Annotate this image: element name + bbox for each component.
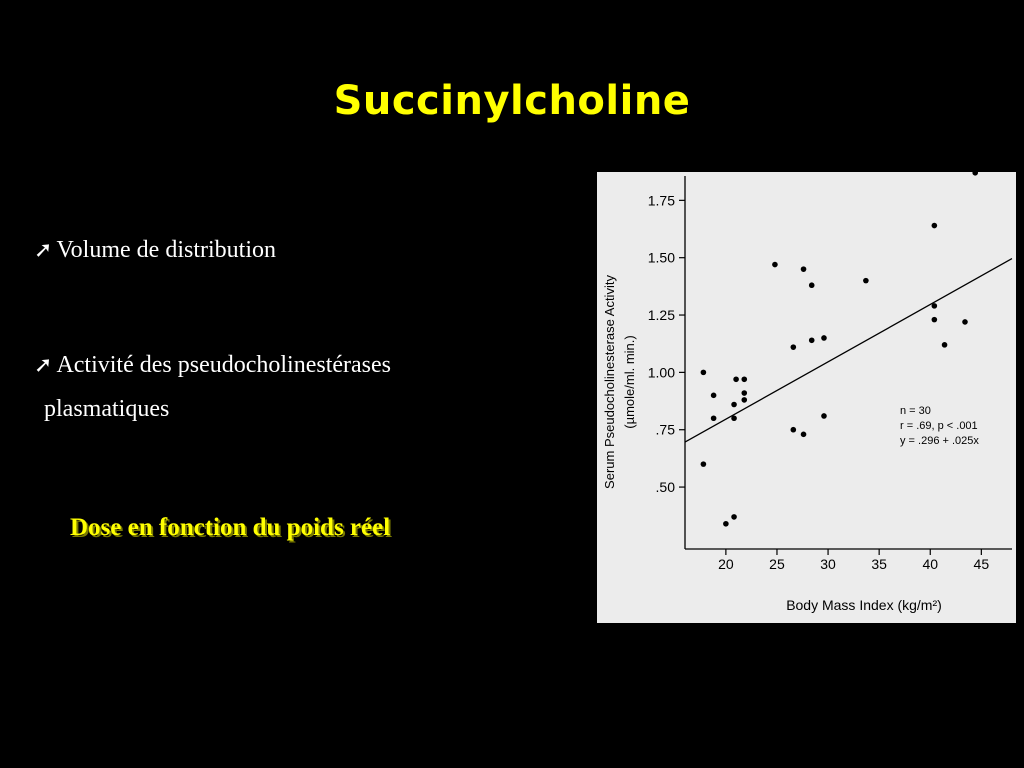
data-point [962,319,968,325]
y-axis-unit-label: (µmole/ml. min.) [622,335,637,429]
data-point [932,303,938,309]
annotation-r: r = .69, p < .001 [900,420,978,432]
data-point [821,335,827,341]
arrow-up-right-icon: ➚ [34,238,53,263]
data-point [741,390,747,396]
data-point [711,415,717,421]
slide-title: Succinylcholine [333,78,691,124]
data-point [723,521,729,527]
bullet-volume-distribution [34,229,276,272]
bullet-continuation [44,388,169,430]
data-point [821,413,827,419]
dose-note: Dose en fonction du poids réel [70,514,391,541]
x-tick-label: 45 [973,556,990,572]
data-point [863,278,869,284]
data-point [731,402,737,408]
regression-line [685,259,1012,442]
chart-svg [597,172,1016,623]
data-point [942,342,948,348]
bullet-pseudocholinesterase [34,344,391,387]
data-point [772,262,778,268]
bullet-text: Activité des pseudocholinestérases [56,352,392,378]
y-axis-label: Serum Pseudocholinesterase Activity [602,275,617,489]
data-point [733,376,739,382]
bullet-text: Volume de distribution [56,237,276,263]
data-point [711,393,717,399]
data-point [932,317,938,323]
y-tick-label: 1.25 [647,307,675,324]
annotation-n: n = 30 [900,405,931,417]
x-tick-label: 35 [871,556,887,572]
data-point [741,397,747,403]
data-point [791,344,797,350]
data-point [809,337,815,343]
data-point [801,432,807,438]
data-point [741,376,747,382]
scatter-chart [597,172,1016,623]
annotation-equation: y = .296 + .025x [900,435,979,447]
data-point [731,514,737,520]
x-tick-label: 25 [769,556,785,572]
data-point [791,427,797,433]
bullet-text: plasmatiques [44,396,170,422]
x-tick-label: 30 [820,556,836,572]
data-point [932,223,938,229]
x-tick-label: 20 [718,556,734,572]
data-point [701,461,707,467]
data-point [801,266,807,272]
y-tick-label: .50 [655,479,675,496]
data-point [701,370,707,376]
x-tick-label: 40 [922,556,939,572]
y-tick-label: 1.75 [647,192,675,209]
arrow-up-right-icon: ➚ [34,353,53,378]
x-axis-label: Body Mass Index (kg/m²) [786,597,942,613]
data-point [809,282,815,288]
data-point [972,172,978,176]
y-tick-label: .75 [655,421,675,438]
y-tick-label: 1.00 [647,364,675,381]
data-point [731,415,737,421]
y-tick-label: 1.50 [647,249,675,266]
